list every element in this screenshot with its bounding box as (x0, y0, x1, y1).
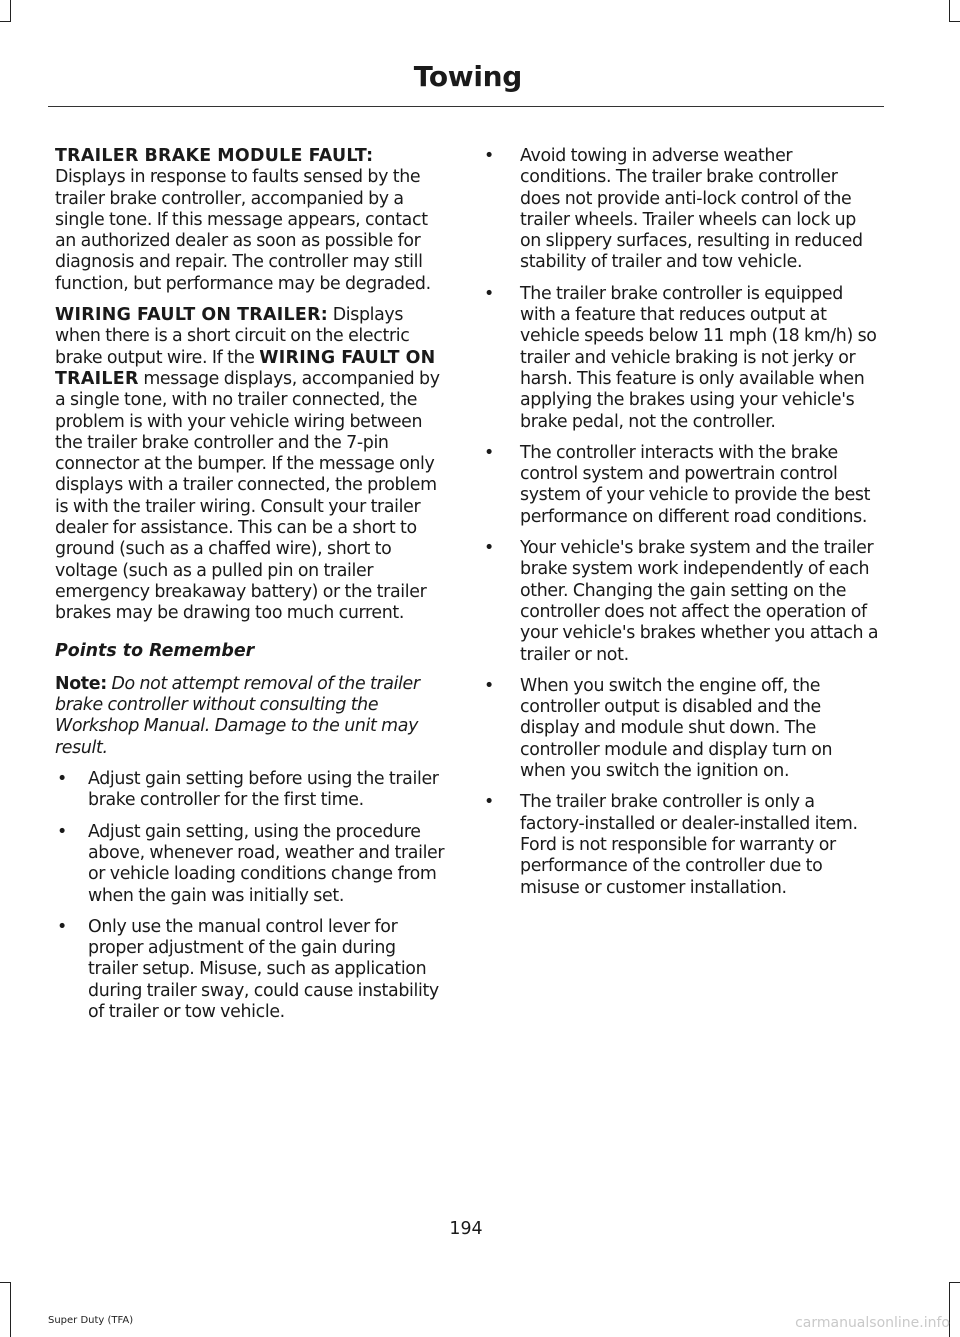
list-item-text: Your vehicle's brake system and the trailer brake system work independently of each other. Changing the gain setting on the controller does not affect the operation of your vehicle's brakes whether you attach a trailer or not. (520, 538, 879, 665)
note-paragraph (55, 674, 447, 759)
list-item-text: When you switch the engine off, the controller output is disabled and the display and module shut down. The controller module and display turn on when you switch the ignition on. (520, 675, 833, 782)
list-item-text: The trailer brake controller is only a factory-installed or dealer-installed item. Ford is not responsible for warranty or performance of the controller due to misuse or customer installation. (520, 792, 858, 898)
left-column (55, 146, 447, 1033)
left-bullet-list (55, 769, 447, 1023)
list-item-text: The trailer brake controller is equipped with a feature that reduces output at vehicle speeds below 11 mph (18 km/h) so trailer and vehicle braking is not jerky or harsh. This feature is only available when applying the brakes using your vehicle's brake pedal, not the controller. (520, 283, 877, 432)
note-label: Note: (55, 673, 107, 694)
bullet-icon: • (57, 769, 67, 790)
wiring-fault-paragraph (55, 305, 447, 624)
page-number: 194 (449, 1219, 483, 1239)
crop-mark-top-right (949, 0, 950, 22)
note-text: Do not attempt removal of the trailer brake controller without consulting the Workshop Manual. Damage to the unit may result. (55, 673, 420, 758)
bullet-icon: • (484, 146, 494, 166)
list-item (482, 284, 880, 433)
list-item-text: Adjust gain setting before using the trailer brake controller for the first time. (88, 769, 439, 811)
bullet-icon: • (57, 916, 67, 937)
right-bullet-list (482, 146, 880, 899)
wiring-fault-text-b: message displays, accompanied by a single tone, with no trailer connected, the problem is with your vehicle wiring between the trailer brake controller and the 7-pin connector at the bumper. If the message only displays with a trailer connected, the problem is with the trailer wiring. Consult your trailer dealer for assistance. This can be a short to ground (such as a chaffed wire), short to voltage (such as a pulled pin on trailer emergency breakaway battery) or the trailer brakes may be drawing too much current. (55, 368, 440, 624)
list-item-text: Adjust gain setting, using the procedure above, whenever road, weather and trailer or vehicle loading conditions change from when the gain was initially set. (88, 821, 445, 906)
list-item (55, 769, 447, 812)
bullet-icon: • (484, 675, 494, 696)
trailer-brake-module-fault-paragraph (55, 146, 447, 295)
wiring-fault-heading: WIRING FAULT ON TRAILER: (55, 305, 329, 326)
page-title: Towing (413, 60, 522, 93)
module-fault-text: Displays in response to faults sensed by the trailer brake controller, accompanied by a single tone. If this message appears, contact an authorized dealer as soon as possible for diagnosis and repair. The controller may still function, but performance may be degraded. (55, 167, 431, 294)
crop-mark-top-right-h (949, 21, 960, 22)
list-item (482, 676, 880, 782)
list-item-text: The controller interacts with the brake control system and powertrain control system of your vehicle to provide the best performance on different road conditions. (520, 442, 871, 527)
wiring-fault-text-a: Displays when there is a short circuit on the electric brake output wire. If the (55, 305, 410, 368)
list-item (55, 822, 447, 907)
list-item-text: Avoid towing in adverse weather conditions. The trailer brake controller does not provide anti-lock control of the trailer wheels. Trailer wheels can lock up on slippery surfaces, resulting in reduced stability of trailer and tow vehicle. (520, 146, 863, 273)
bullet-icon: • (484, 442, 494, 463)
bullet-icon: • (484, 538, 494, 559)
list-item (55, 917, 447, 1023)
wiring-fault-inline-bold: WIRING FAULT ON TRAILER (55, 347, 436, 389)
crop-mark-bottom-left-h (0, 1282, 11, 1283)
right-column (482, 146, 880, 909)
list-item (482, 538, 880, 666)
bullet-icon: • (484, 792, 494, 813)
list-item (482, 146, 880, 274)
crop-mark-bottom-left (10, 1282, 11, 1337)
module-fault-heading: TRAILER BRAKE MODULE FAULT: (55, 146, 374, 166)
header-rule (48, 106, 884, 107)
bullet-icon: • (484, 283, 494, 304)
list-item (482, 792, 880, 898)
crop-mark-top-left (10, 0, 11, 22)
points-to-remember-heading: Points to Remember (55, 640, 255, 661)
bullet-icon: • (57, 821, 67, 842)
crop-mark-top-left-h (0, 21, 11, 22)
footer-model: Super Duty (TFA) (48, 1315, 134, 1326)
crop-mark-bottom-right-h (949, 1282, 960, 1283)
list-item (482, 443, 880, 528)
list-item-text: Only use the manual control lever for proper adjustment of the gain during trailer setup. Misuse, such as application during trailer sway, could cause instability of trailer or tow vehicle. (88, 916, 439, 1022)
watermark: carmanualsonline.info (795, 1315, 950, 1331)
